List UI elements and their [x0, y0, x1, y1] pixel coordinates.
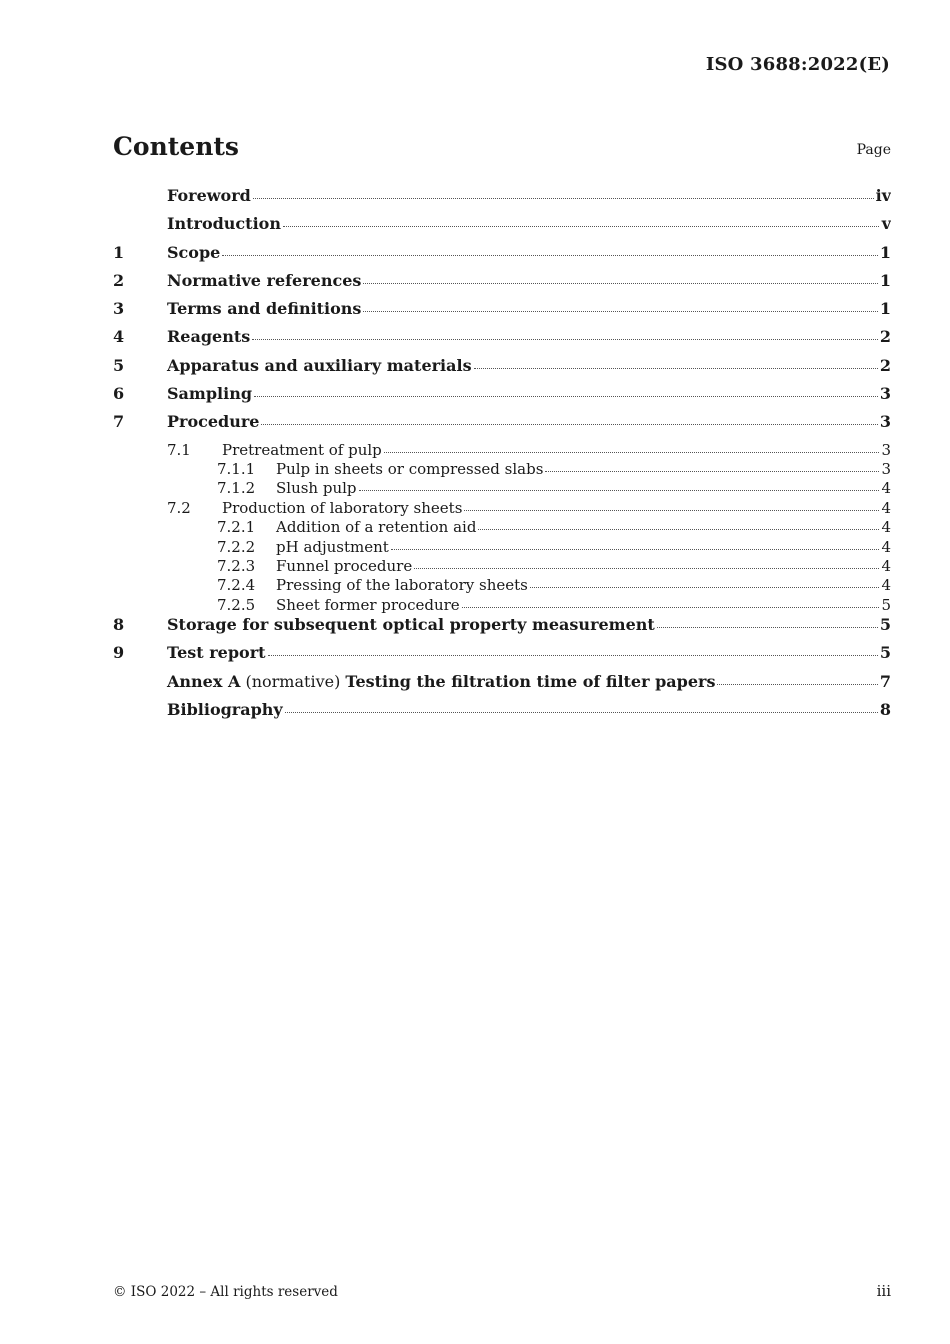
toc-entry-number: 5: [113, 355, 125, 375]
toc-entry-title-pre: Annex A: [167, 671, 241, 691]
toc-entry[interactable]: [113, 384, 891, 412]
toc-dot-leader: [285, 712, 878, 713]
toc-entry-title: Apparatus and auxiliary materials: [167, 355, 472, 375]
toc-entry-number: 7.2.5: [217, 595, 256, 614]
toc-dot-leader: [384, 452, 879, 453]
toc-dot-leader: [414, 568, 879, 569]
toc-entry-page: 7: [879, 671, 891, 691]
toc-entry[interactable]: [113, 327, 891, 355]
toc-entry-number: 4: [113, 327, 125, 347]
toc-entry-title: Normative references: [167, 270, 362, 290]
toc-entry-number: 7.2.1: [217, 518, 256, 537]
toc-dot-leader: [363, 283, 877, 284]
toc-entry-title: Bibliography: [167, 700, 283, 720]
toc-dot-leader: [363, 311, 877, 312]
toc-entry-title: Procedure: [167, 412, 260, 432]
toc-dot-leader: [268, 655, 878, 656]
toc-entry-page: 1: [879, 270, 891, 290]
toc-entry[interactable]: [113, 441, 891, 460]
toc-entry[interactable]: [113, 412, 891, 440]
toc-dot-leader: [252, 339, 878, 340]
toc-entry-page: 3: [881, 460, 891, 479]
toc-dot-leader: [478, 529, 879, 530]
toc-dot-leader: [359, 490, 879, 491]
toc-entry-page: v: [881, 214, 891, 234]
toc-entry-page: 4: [881, 479, 891, 498]
toc-entry-page: 1: [879, 299, 891, 319]
toc-entry-number: 6: [113, 384, 125, 404]
toc-entry-title: Reagents: [167, 327, 251, 347]
toc-entry-number: 8: [113, 615, 125, 635]
toc-entry-page: 2: [879, 327, 891, 347]
toc-dot-leader: [253, 198, 874, 199]
toc-entry[interactable]: [113, 518, 891, 537]
toc-entry-page: 3: [881, 440, 891, 459]
toc-entry-title-post: Testing the filtration time of filter papers: [345, 671, 716, 691]
toc-entry-number: 7.2: [167, 498, 191, 517]
toc-entry[interactable]: [113, 271, 891, 299]
toc-entry-page: 5: [879, 643, 891, 663]
footer-page-number: iii: [876, 1282, 891, 1300]
toc-dot-leader: [474, 368, 878, 369]
toc-entry-title: Sheet former procedure: [276, 595, 460, 614]
toc-header: [113, 132, 891, 164]
toc-dot-leader: [462, 607, 879, 608]
toc-entry-title: pH adjustment: [276, 537, 389, 556]
toc-entry-title: Production of laboratory sheets: [222, 498, 463, 517]
toc-entry[interactable]: [113, 596, 891, 615]
toc-entry[interactable]: [113, 615, 891, 643]
toc-entry[interactable]: [113, 576, 891, 595]
toc-entry-title-mid: (normative): [240, 671, 346, 691]
toc-entry-number: 7: [113, 412, 125, 432]
toc-entry[interactable]: [113, 538, 891, 557]
toc-entry-number: 7.2.3: [217, 557, 256, 576]
toc-dot-leader: [254, 396, 878, 397]
page-footer: [113, 1284, 891, 1304]
toc-entry[interactable]: [113, 214, 891, 242]
toc-entry-page: 5: [879, 615, 891, 635]
toc-entry-title: [167, 672, 715, 691]
toc-entry-title: Scope: [167, 242, 221, 262]
toc-entry-number: 7.1.2: [217, 479, 256, 498]
toc-entry-number: 7.1: [167, 440, 191, 459]
copyright-notice: © ISO 2022 – All rights reserved: [113, 1284, 338, 1300]
toc-entry-page: 4: [881, 576, 891, 595]
toc-entry-title: Introduction: [167, 214, 281, 234]
toc-dot-leader: [657, 627, 878, 628]
toc-dot-leader: [464, 510, 879, 511]
toc-entry-title: Pressing of the laboratory sheets: [276, 576, 528, 595]
toc-entry[interactable]: [113, 460, 891, 479]
toc-entry-title: Pretreatment of pulp: [222, 440, 382, 459]
toc-entry-number: 2: [113, 270, 125, 290]
toc-entry-page: 4: [881, 557, 891, 576]
toc-entry-number: 7.2.2: [217, 537, 256, 556]
toc-entry-page: 1: [879, 242, 891, 262]
toc-entry-number: 3: [113, 299, 125, 319]
toc-entry[interactable]: [113, 700, 891, 728]
toc-entry[interactable]: [113, 499, 891, 518]
toc-entry[interactable]: [113, 243, 891, 271]
toc-dot-leader: [283, 226, 879, 227]
toc-entry-number: 7.2.4: [217, 576, 256, 595]
toc-entry-title: Pulp in sheets or compressed slabs: [276, 460, 544, 479]
toc-entry-page: iv: [875, 186, 891, 205]
toc-entry-page: 4: [881, 537, 891, 556]
toc-dot-leader: [222, 255, 878, 256]
toc-entry-page: 5: [881, 595, 891, 614]
toc-entry-title: Test report: [167, 643, 266, 663]
toc-entry-number: 1: [113, 242, 125, 262]
toc-entry-title: Terms and definitions: [167, 299, 362, 319]
toc-dot-leader: [530, 587, 879, 588]
toc-entry-title: Sampling: [167, 384, 253, 404]
toc-page-column-label: Page: [856, 142, 891, 158]
toc-entry[interactable]: [113, 479, 891, 498]
toc-entry-title: Slush pulp: [276, 479, 357, 498]
toc-entry-title: Funnel procedure: [276, 557, 413, 576]
toc-entry-page: 3: [879, 412, 891, 432]
toc-entry-title: Storage for subsequent optical property measurement: [167, 615, 655, 635]
toc-entry-page: 4: [881, 518, 891, 537]
toc-entry[interactable]: [113, 186, 891, 214]
toc-entry[interactable]: [113, 299, 891, 327]
toc-entry[interactable]: [113, 672, 891, 700]
toc-entry[interactable]: [113, 557, 891, 576]
toc-title: Contents: [113, 132, 240, 161]
toc-dot-leader: [261, 424, 877, 425]
document-id: ISO 3688:2022(E): [705, 54, 890, 75]
toc-entry[interactable]: [113, 356, 891, 384]
toc-entry-title: Addition of a retention aid: [276, 518, 477, 537]
toc-entry-title: Foreword: [167, 186, 251, 205]
toc-entry-page: 8: [879, 700, 891, 720]
toc-entry[interactable]: [113, 643, 891, 671]
table-of-contents: [113, 186, 891, 728]
toc-dot-leader: [545, 471, 879, 472]
toc-entry-number: 7.1.1: [217, 460, 256, 479]
toc-entry-page: 3: [879, 384, 891, 404]
toc-entry-page: 2: [879, 355, 891, 375]
toc-dot-leader: [391, 549, 879, 550]
toc-entry-page: 4: [881, 498, 891, 517]
toc-entry-number: 9: [113, 643, 125, 663]
toc-dot-leader: [717, 684, 877, 685]
